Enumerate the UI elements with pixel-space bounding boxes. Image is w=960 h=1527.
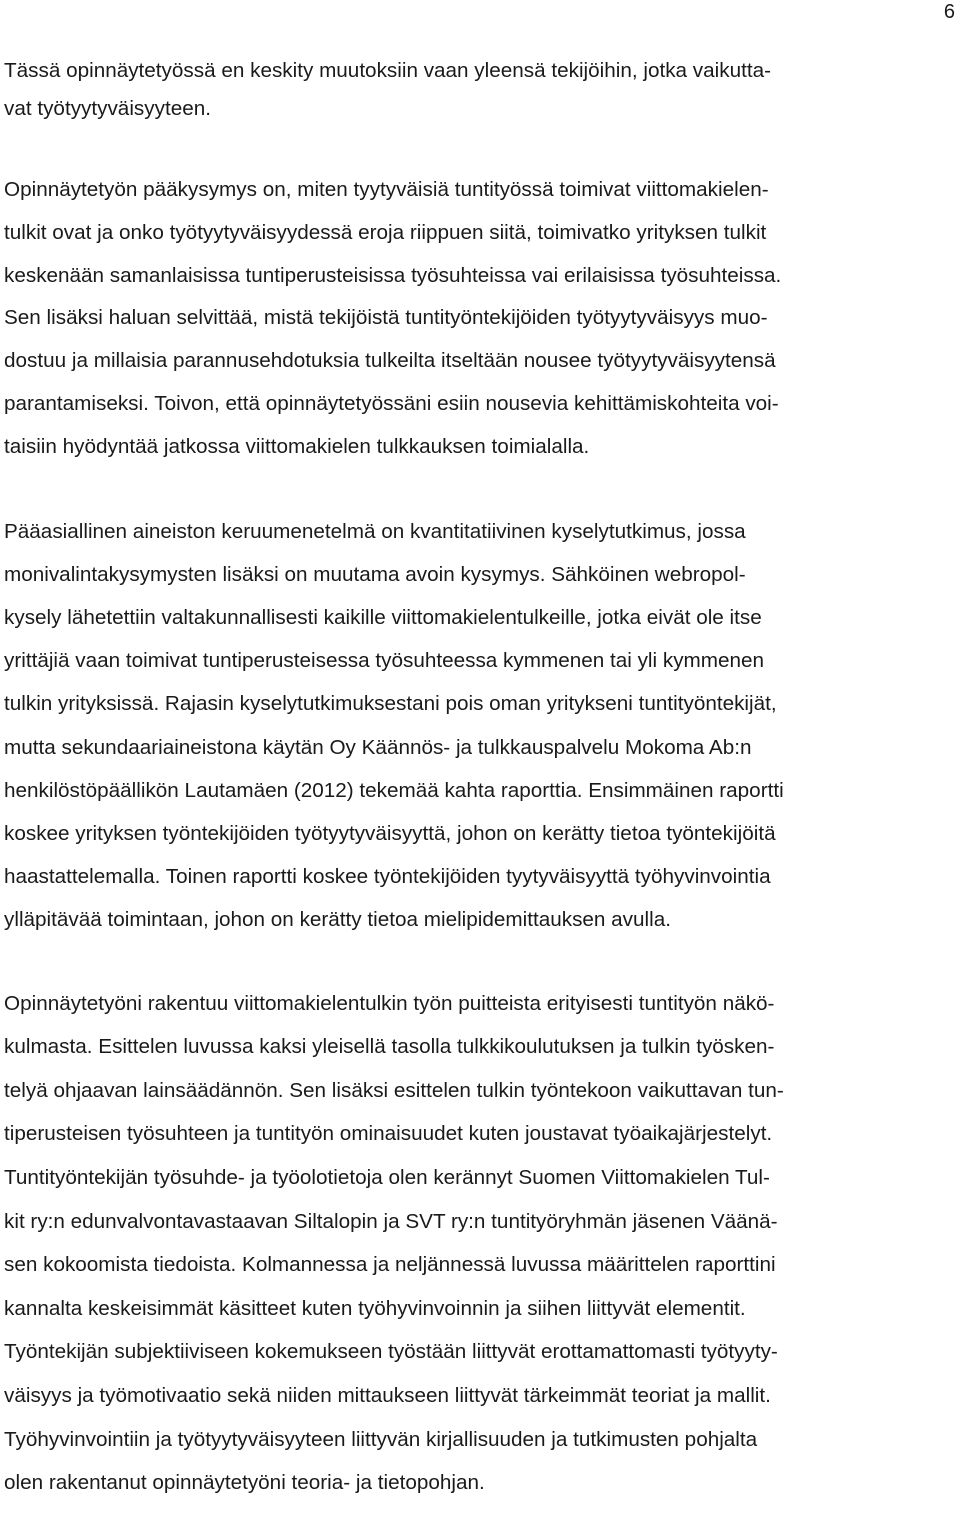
document-body: [4, 52, 956, 1505]
page-number: 6: [943, 1, 955, 23]
paragraph-research-question: Opinnäytetyön pääkysymys on, miten tyytyväisiä tuntityössä toimivat viittomakielen- tulkit ovat ja onko työtyytyväisyydessä eroja riippuen siitä, toimivatko yrityksen tulkit keskenään samanlaisissa tuntiperusteisissa työsuhteissa vai erilaisissa työsuhteissa. Sen lisäksi haluan selvittää, mistä tekijöistä tuntityöntekijöiden työtyytyväisyys muo- dostuu ja millaisia parannusehdotuksia tulkeilta itseltään nousee työtyytyväisyytensä parantamiseksi. Toivon, että opinnäytetyössäni esiin nousevia kehittämiskohteita voi- taisiin hyödyntää jatkossa viittomakielen tulkkauksen toimialalla.: [4, 178, 782, 458]
paragraph-structure: Opinnäytetyöni rakentuu viittomakielentulkin työn puitteista erityisesti tuntityön näkö- kulmasta. Esittelen luvussa kaksi yleisellä tasolla tulkkikoulutuksen ja tulkin työsken- telyä ohjaavan lainsäädännön. Sen lisäksi esittelen tulkin työntekoon vaikuttavan tun- tiperusteisen työsuhteen ja tuntityön ominaisuudet kuten joustavat työaikajärjestelyt. Tuntityöntekijän työsuhde- ja työolotietoja olen kerännyt Suomen Viittomakielen Tul- kit ry:n edunvalvontavastaavan Siltalopin ja SVT ry:n tuntityöryhmän jäsenen Väänä- sen kokoomista tiedoista. Kolmannessa ja neljännessä luvussa määrittelen raporttini kannalta keskeisimmät käsitteet kuten työhyvinvoinnin ja siihen liittyvät elementit. Työntekijän subjektiiviseen kokemukseen työstään liittyvät erottamattomasti työtyyty- väisyys ja työmotivaatio sekä niiden mittaukseen liittyvät tärkeimmät teoriat ja mallit. Työhyvinvointiin ja työtyytyväisyyteen liittyvän kirjallisuuden ja tutkimusten pohjalta olen rakentanut opinnäytetyöni teoria- ja tietopohjan.: [4, 991, 784, 1495]
paragraph-method: Pääasiallinen aineiston keruumenetelmä on kvantitatiivinen kyselytutkimus, jossa monivalintakysymysten lisäksi on muutama avoin kysymys. Sähköinen webropol- kysely lähetettiin valtakunnallisesti kaikille viittomakielentulkeille, jotka eivät ole itse yrittäjiä vaan toimivat tuntiperusteisessa työsuhteessa kymmenen tai yli kymmenen tulkin yrityksissä. Rajasin kyselytutkimuksestani pois oman yritykseni tuntityöntekijät, mutta sekundaariaineistona käytän Oy Käännös- ja tulkkauspalvelu Mokoma Ab:n henkilöstöpäällikön Lautamäen (2012) tekemää kahta raporttia. Ensimmäinen raportti koskee yrityksen työntekijöiden työtyytyväisyyttä, johon on kerätty tietoa työntekijöitä haastattelemalla. Toinen raportti koskee työntekijöiden tyytyväisyyttä työhyvinvointia ylläpitävää toimintaan, johon on kerätty tietoa mielipidemittauksen avulla.: [4, 519, 784, 932]
paragraph-intro: Tässä opinnäytetyössä en keskity muutoksiin vaan yleensä tekijöihin, jotka vaikutta- vat työtyytyväisyyteen.: [4, 59, 771, 120]
